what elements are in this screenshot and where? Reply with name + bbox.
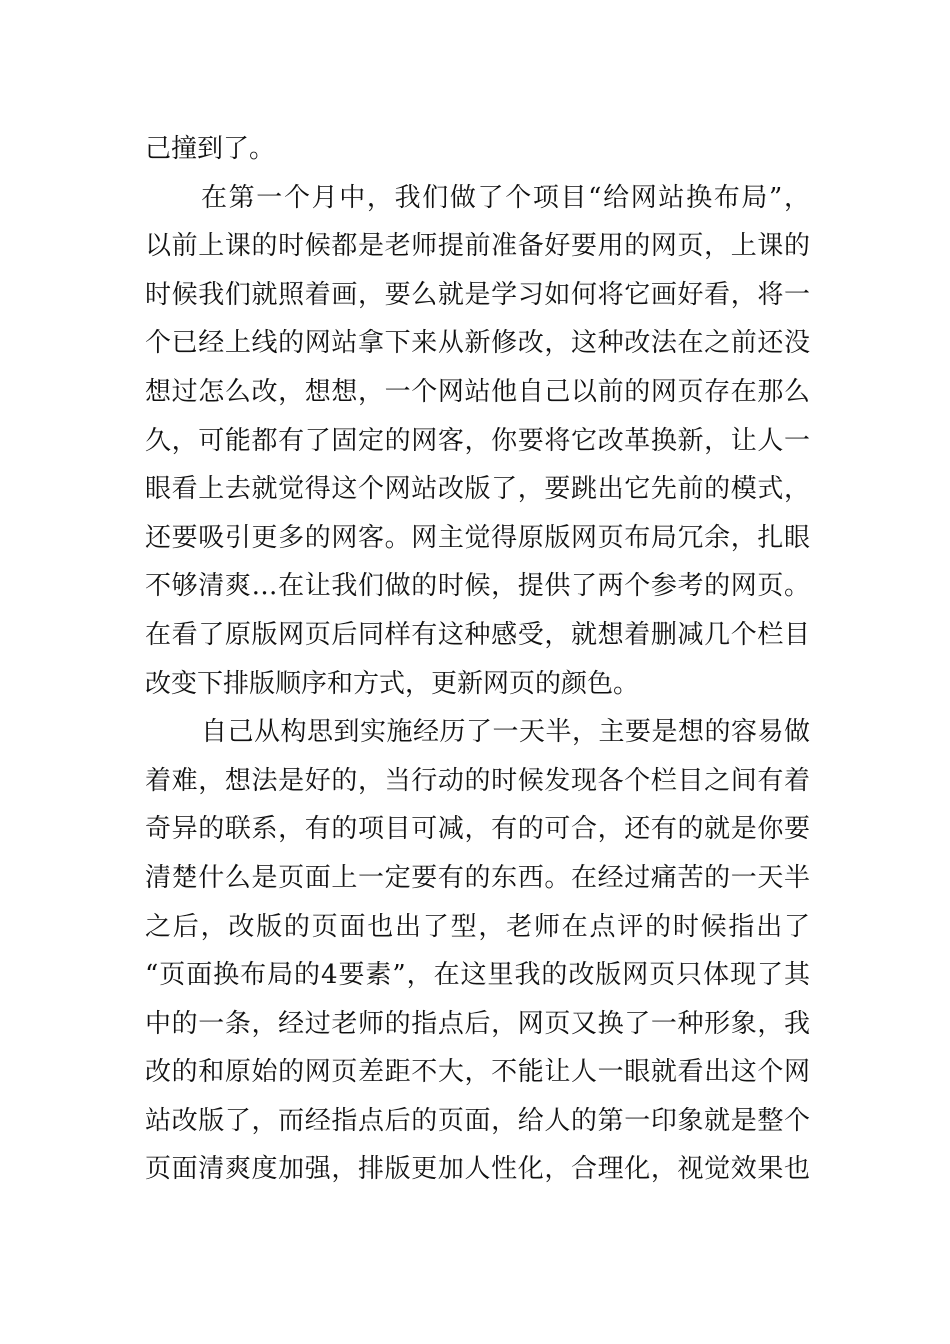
text-line: 在看了原版网页后同样有这种感受，就想着删减几个栏目 <box>145 619 810 650</box>
text-line: 还要吸引更多的网客。网主觉得原版网页布局冗余，扎眼 <box>145 522 810 553</box>
text-line: 之后，改版的页面也出了型，老师在点评的时候指出了 <box>145 911 810 942</box>
text-line: 己撞到了。 <box>145 134 276 164</box>
text-line: “页面换布局的4要素”，在这里我的改版网页只体现了其 <box>145 960 810 991</box>
text-line: 想过怎么改，想想，一个网站他自己以前的网页存在那么 <box>145 376 810 407</box>
text-line: 着难，想法是好的，当行动的时候发现各个栏目之间有着 <box>145 765 810 796</box>
text-line: 个已经上线的网站拿下来从新修改，这种改法在之前还没 <box>145 328 810 359</box>
text-line: 自己从构思到实施经历了一天半，主要是想的容易做 <box>201 717 810 748</box>
text-line: 时候我们就照着画，要么就是学习如何将它画好看，将一 <box>145 279 810 310</box>
text-line: 奇异的联系，有的项目可减，有的可合，还有的就是你要 <box>145 814 810 845</box>
text-line: 中的一条，经过老师的指点后，网页又换了一种形象，我 <box>145 1008 810 1039</box>
text-line: 清楚什么是页面上一定要有的东西。在经过痛苦的一天半 <box>145 862 810 893</box>
body-text <box>145 125 810 1194</box>
text-line: 眼看上去就觉得这个网站改版了，要跳出它先前的模式， <box>145 474 810 505</box>
text-line: 在第一个月中，我们做了个项目“给网站换布局”， <box>201 182 810 213</box>
text-line: 改的和原始的网页差距不大，不能让人一眼就看出这个网 <box>145 1057 810 1088</box>
text-line: 站改版了，而经指点后的页面，给人的第一印象就是整个 <box>145 1105 810 1136</box>
text-line: 以前上课的时候都是老师提前准备好要用的网页，上课的 <box>145 231 810 262</box>
text-line: 页面清爽度加强，排版更加人性化，合理化，视觉效果也 <box>145 1154 810 1185</box>
text-line: 改变下排版顺序和方式，更新网页的颜色。 <box>145 668 640 699</box>
text-line: 久，可能都有了固定的网客，你要将它改革换新，让人一 <box>145 425 810 456</box>
text-line: 不够清爽…在让我们做的时候，提供了两个参考的网页。 <box>145 571 810 602</box>
